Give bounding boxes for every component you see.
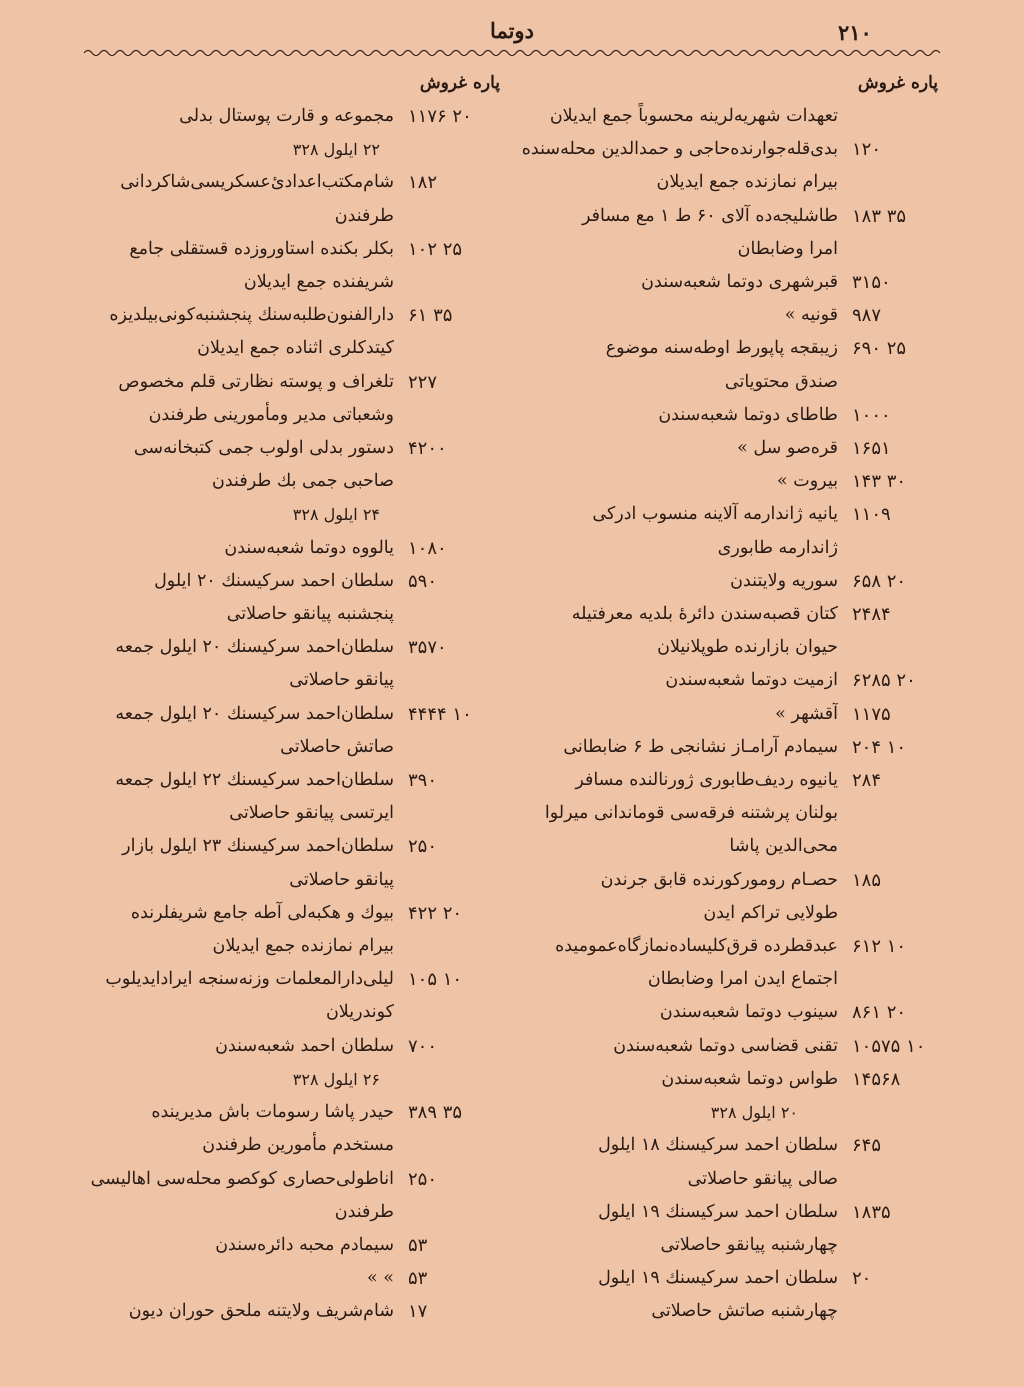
entry-amount: ۵۳: [408, 1234, 428, 1256]
date-heading: ۲۰ ایلول ۳۲۸: [710, 1103, 798, 1123]
entry-line: چهارشنبه صاتش حاصلاتی: [651, 1301, 838, 1322]
header-ghurush: غروش: [857, 73, 906, 93]
ledger-entry: [520, 1063, 938, 1096]
ledger-entry: [88, 1163, 500, 1229]
entry-amount: ۱۰ ۱۰۵۷۵: [852, 1035, 926, 1057]
entry-description: [520, 1030, 852, 1063]
ledger-entry: [88, 897, 500, 963]
date-heading: ۲۶ ایلول ۳۲۸: [292, 1069, 380, 1089]
entry-amount: ۲۲۷: [408, 371, 438, 393]
entry-line: امرا وضابطان: [737, 238, 838, 259]
entry-amount: ۳۵ ۱۸۳: [852, 205, 907, 227]
entry-description: [520, 299, 852, 332]
date-heading: ۲۲ ایلول ۳۲۸: [292, 140, 380, 160]
entry-line: بیوك و هکبه‌لی آطه جامع شریفلرنده: [130, 902, 394, 923]
ledger-entry: [520, 498, 938, 564]
entry-description: [520, 100, 852, 133]
entry-amount: ۱۸۵: [852, 869, 882, 891]
ledger-entry: [520, 100, 938, 133]
header-ghurush: غروش: [419, 73, 468, 93]
ledger-entry: [520, 930, 938, 996]
ledger-entry: [88, 1030, 500, 1063]
ledger-entry: [520, 399, 938, 432]
ledger-entry: [520, 432, 938, 465]
entry-line: ازمیت دوتما شعبه‌سندن: [665, 670, 838, 691]
ledger-entry: [520, 1196, 938, 1262]
entry-amount: ۳۱۵۰: [852, 272, 891, 294]
entry-description: [520, 465, 852, 498]
left-column: [88, 66, 500, 1329]
entry-line: کتان قصبه‌سندن دائرهٔ بلدیه معرفتیله: [571, 604, 838, 625]
entry-line: حیدر پاشا رسومات باش مدیرینده: [151, 1102, 394, 1123]
entry-line: تلغراف و پوسته نظارتی قلم مخصوص: [118, 371, 394, 392]
entry-line: اناطولی‌حصاری کوکصو محله‌سی اهالیسی: [90, 1168, 394, 1189]
entry-line: یانیه ژاندارمه آلاینه منسوب ادرکی: [592, 504, 838, 525]
entry-amount: ۱۸۳۵: [852, 1201, 891, 1223]
entry-description: [520, 698, 852, 731]
entry-line: قونیه »: [784, 305, 838, 326]
entry-line: بدی‌قله‌جوارنده‌حاجی‌ و حمدالدین محله‌سنده: [521, 139, 838, 160]
entry-amount: ۲۰ ۶۲۸۵: [852, 670, 916, 692]
entry-line: مجموعه و قارت پوستال بدلی: [179, 106, 394, 126]
entry-amount: ۳۵ ۳۸۹: [408, 1102, 463, 1124]
ledger-entry: [88, 233, 500, 299]
entry-line: سلطان‌احمد سرکیسنك ۲۳ ایلول بازار: [122, 836, 394, 857]
ledger-entry: [520, 698, 938, 731]
entry-amount: ۵۳: [408, 1268, 428, 1290]
entry-description: [88, 631, 408, 697]
ledger-entry: [88, 1262, 500, 1295]
entry-description: [520, 133, 852, 199]
ledger-entry: [520, 731, 938, 764]
entry-amount: ۱۰ ۲۰۴: [852, 736, 907, 758]
entry-line: سینوب دوتما شعبه‌سندن: [659, 1002, 838, 1023]
ledger-entry: [88, 299, 500, 365]
entry-line: تعهدات شهریه‌لرینه محسوباً جمع ایدیلان: [549, 106, 838, 126]
entry-amount: ۲۰ ۸۶۱: [852, 1002, 907, 1024]
ledger-entry: [520, 200, 938, 266]
entry-line: ایرتسی پیانقو حاصلاتی: [229, 803, 394, 824]
entry-description: [520, 399, 852, 432]
entry-amount: ۱۲۰: [852, 139, 882, 161]
entry-line: آقشهر »: [775, 703, 838, 724]
entry-description: [88, 897, 408, 963]
entry-line: سلطان‌احمد سرکیسنك ۲۰ ایلول جمعه: [115, 703, 394, 724]
entry-line: سیمادم آرامـاز نشانجی ط ۶ ضابطانی: [563, 736, 838, 757]
entry-description: [88, 233, 408, 299]
entry-line: بکلر بکنده استاوروزده قستقلی جامع: [129, 238, 394, 259]
entry-description: [88, 166, 408, 232]
ledger-entry: [88, 532, 500, 565]
entry-description: [520, 864, 852, 930]
entry-line: مستخدم مأمورین طرفندن: [202, 1135, 394, 1156]
entry-line: یانیوه ردیف‌طابوری ژورنالنده مسافر: [575, 770, 838, 791]
entry-description: [520, 1129, 852, 1195]
entry-amount: ۳۰ ۱۴۳: [852, 471, 907, 493]
entry-description: [520, 565, 852, 598]
ledger-entry: [520, 598, 938, 664]
entry-line: شام‌مکتب‌اعدادی‌ٔ‌عسکریسی‌شاکردانی: [120, 172, 394, 193]
entry-line: اجتماع ایدن امرا وضابطان: [647, 969, 838, 990]
ledger-entry: [88, 1096, 500, 1162]
entry-amount: ۹۸۷: [852, 305, 882, 327]
entry-line: سلطان احمد سرکیسنك ۲۰ ایلول: [154, 570, 394, 591]
entry-line: » »: [367, 1268, 394, 1289]
entry-amount: ۲۰ ۶۵۸: [852, 570, 907, 592]
entry-description: [88, 1030, 408, 1063]
entry-amount: ۶۴۵: [852, 1135, 882, 1157]
running-head: دوتما: [490, 18, 534, 43]
entry-amount: ۳۹۰: [408, 770, 438, 792]
entry-amount: ۲۵ ۱۰۲: [408, 238, 463, 260]
ledger-entry: [88, 1229, 500, 1262]
ledger-entry: [88, 1295, 500, 1328]
entry-line: صالی پیانقو حاصلاتی: [687, 1168, 838, 1189]
entry-amount: ۱۰ ۶۱۲: [852, 936, 907, 958]
ledger-entry: [520, 1129, 938, 1195]
entry-line: بیروت »: [776, 471, 838, 492]
entry-line: ژاندارمه طابوری: [717, 537, 838, 558]
entry-line: سلطان‌احمد سرکیسنك ۲۰ ایلول جمعه: [115, 637, 394, 658]
entry-line: طرفندن: [334, 205, 394, 226]
entry-line: طاشلیجه‌ده آلای ۶۰ ط ۱ مع مسافر: [582, 205, 838, 226]
entry-description: [520, 332, 852, 398]
entry-description: [520, 1196, 852, 1262]
entry-description: [520, 1262, 852, 1328]
entry-amount: ۳۵ ۶۱: [408, 305, 453, 327]
entry-line: دارالفنون‌طلبه‌سنك پنجشنبه‌کونی‌بیلدیزه: [109, 305, 394, 326]
entry-amount: ۱۰۰۰: [852, 404, 891, 426]
entry-line: وشعباتی مدیر ومأمورینی طرفندن: [148, 404, 394, 425]
entry-amount: ۱۰ ۴۴۴۴: [408, 703, 472, 725]
entry-description: [88, 698, 408, 764]
ledger-entry: [520, 565, 938, 598]
header-para: پاره: [472, 73, 500, 93]
entry-line: کوندریلان: [325, 1002, 394, 1023]
entry-line: شریفنده جمع ایدیلان: [243, 272, 394, 293]
entry-description: [520, 930, 852, 996]
entry-amount: ۵۹۰: [408, 570, 438, 592]
entry-line: حیوان بازارنده طوپلانیلان: [657, 637, 838, 658]
entry-line: تقنی قضاسی دوتما شعبه‌سندن: [613, 1035, 838, 1056]
entry-description: [88, 1163, 408, 1229]
entry-description: [88, 100, 408, 133]
entry-amount: ۲۵۰: [408, 1168, 438, 1190]
entry-description: [88, 1096, 408, 1162]
ledger-entry: [520, 133, 938, 199]
ledger-entry: [520, 764, 938, 864]
right-column: [520, 66, 938, 1329]
entry-line: قبرشهری دوتما شعبه‌سندن: [641, 272, 838, 293]
currency-header: [520, 66, 938, 100]
entry-amount: ۱۱۰۹: [852, 504, 891, 526]
ledger-entry: [520, 299, 938, 332]
entry-description: [520, 731, 852, 764]
page-number: ۲۱۰: [838, 20, 872, 45]
entry-amount: ۲۸۴: [852, 770, 882, 792]
entry-line: بیرام نمازنده جمع ایدیلان: [212, 936, 394, 957]
entry-line: سلطان احمد سرکیسنك ۱۹ ایلول: [598, 1268, 838, 1289]
ledger-entry: [520, 332, 938, 398]
entry-description: [520, 764, 852, 864]
entry-line: یالووه دوتما شعبه‌سندن: [224, 537, 394, 558]
entry-line: سلطان‌احمد سرکیسنك ۲۲ ایلول جمعه: [115, 770, 394, 791]
entry-amount: ۴۲۰۰: [408, 438, 447, 460]
entry-amount: ۲۰: [852, 1268, 872, 1290]
entry-amount: ۱۴۵۶۸: [852, 1068, 901, 1090]
entry-line: صاتش حاصلاتی: [280, 736, 394, 757]
ledger-entry: [88, 963, 500, 1029]
entry-line: زیبقجه پاپورط اوطه‌سنه موضوع: [605, 338, 838, 359]
entry-line: شام‌شریف ولایتنه ملحق حوران دیون: [128, 1301, 394, 1322]
ledger-entry: [520, 664, 938, 697]
entry-line: سلطان احمد سرکیسنك ۱۹ ایلول: [598, 1201, 838, 1222]
entry-description: [88, 1295, 408, 1328]
entry-line: عبدقطرده قرق‌کلیساده‌نمازگاه‌عمومیده: [555, 936, 838, 957]
entry-line: سوریه ولایتندن: [730, 570, 838, 591]
entry-line: صاحبی جمی بك طرفندن: [212, 471, 394, 492]
ledger-entry: [520, 864, 938, 930]
entry-line: سلطان احمد سرکیسنك ۱۸ ایلول: [598, 1135, 838, 1156]
entry-line: دستور بدلی اولوب جمی کتبخانه‌سی: [133, 438, 394, 459]
entry-description: [88, 432, 408, 498]
entry-description: [88, 1229, 408, 1262]
entry-amount: ۱۱۷۵: [852, 703, 891, 725]
entry-amount: ۲۵ ۶۹۰: [852, 338, 907, 360]
entry-description: [88, 1262, 408, 1295]
entry-amount: ۱۰ ۱۰۵: [408, 969, 463, 991]
entry-line: طرفندن: [334, 1201, 394, 1222]
entry-amount: ۷۰۰: [408, 1035, 438, 1057]
entry-amount: ۱۷: [408, 1301, 428, 1323]
entry-line: محی‌الدین پاشا: [729, 836, 838, 857]
entry-line: قره‌صو سل »: [737, 438, 838, 459]
entry-line: کیتدکلری اثناده جمع ایدیلان: [197, 338, 394, 359]
ledger-entry: [88, 764, 500, 830]
ledger-entry: [520, 1030, 938, 1063]
entry-amount: ۲۵۰: [408, 836, 438, 858]
entry-description: [88, 366, 408, 432]
ledger-entry: [88, 565, 500, 631]
entry-description: [520, 996, 852, 1029]
entry-amount: ۳۵۷۰: [408, 637, 447, 659]
entry-description: [88, 565, 408, 631]
entry-line: صندق محتویاتی: [724, 371, 838, 392]
entry-description: [520, 432, 852, 465]
ledger-entry: [88, 830, 500, 896]
entry-description: [520, 598, 852, 664]
ledger-entry: [520, 996, 938, 1029]
entry-line: پیانقو حاصلاتی: [289, 670, 394, 691]
entry-line: طاطای دوتما شعبه‌سندن: [658, 404, 838, 425]
entry-line: پیانقو حاصلاتی: [289, 869, 394, 890]
entry-description: [88, 963, 408, 1029]
ledger-entry: [520, 465, 938, 498]
ledger-entry: [88, 432, 500, 498]
entry-line: سلطان احمد شعبه‌سندن: [215, 1035, 394, 1056]
entry-description: [88, 764, 408, 830]
entry-description: [520, 200, 852, 266]
ledger-entry: [88, 100, 500, 133]
entry-amount: ۱۸۲: [408, 172, 438, 194]
entry-line: بولنان پرشتنه فرقه‌سی قوماندانی میرلوا: [544, 803, 838, 824]
entry-line: لیلی‌دارالمعلمات وزنه‌سنجه ایرادایدیلوب: [105, 969, 394, 990]
ledger-entry: [88, 698, 500, 764]
entry-line: طواس دوتما شعبه‌سندن: [661, 1068, 838, 1089]
entry-amount: ۱۰۸۰: [408, 537, 447, 559]
entry-line: حصـام روموركورنده قابق جرندن: [600, 869, 838, 890]
entry-description: [520, 498, 852, 564]
entry-line: بیرام نمازنده جمع ایدیلان: [656, 172, 838, 193]
entry-amount: ۲۰ ۱۱۷۶: [408, 106, 472, 127]
entry-description: [520, 664, 852, 697]
date-heading: ۲۴ ایلول ۳۲۸: [292, 505, 380, 525]
ledger-entry: [520, 266, 938, 299]
entry-description: [88, 830, 408, 896]
entry-line: طولایی تراکم ایدن: [703, 902, 838, 923]
entry-description: [88, 299, 408, 365]
entry-amount: ۲۴۸۴: [852, 604, 891, 626]
entry-line: سیمادم محبه دائره‌سندن: [215, 1234, 394, 1255]
entry-amount: ۱۶۵۱: [852, 438, 891, 460]
entry-amount: ۲۰ ۴۲۲: [408, 902, 463, 924]
entry-description: [520, 266, 852, 299]
ledger-entry: [520, 1262, 938, 1328]
ledger-entry: [88, 366, 500, 432]
ledger-entry: [88, 166, 500, 232]
currency-header: [88, 66, 500, 100]
entry-line: چهارشنبه پیانقو حاصلاتی: [660, 1234, 838, 1255]
decorative-header-rule: [84, 46, 940, 60]
entry-line: پنجشنبه پیانقو حاصلاتی: [226, 604, 394, 625]
ledger-entry: [88, 631, 500, 697]
entry-description: [88, 532, 408, 565]
entry-description: [520, 1063, 852, 1096]
header-para: پاره: [910, 73, 938, 93]
